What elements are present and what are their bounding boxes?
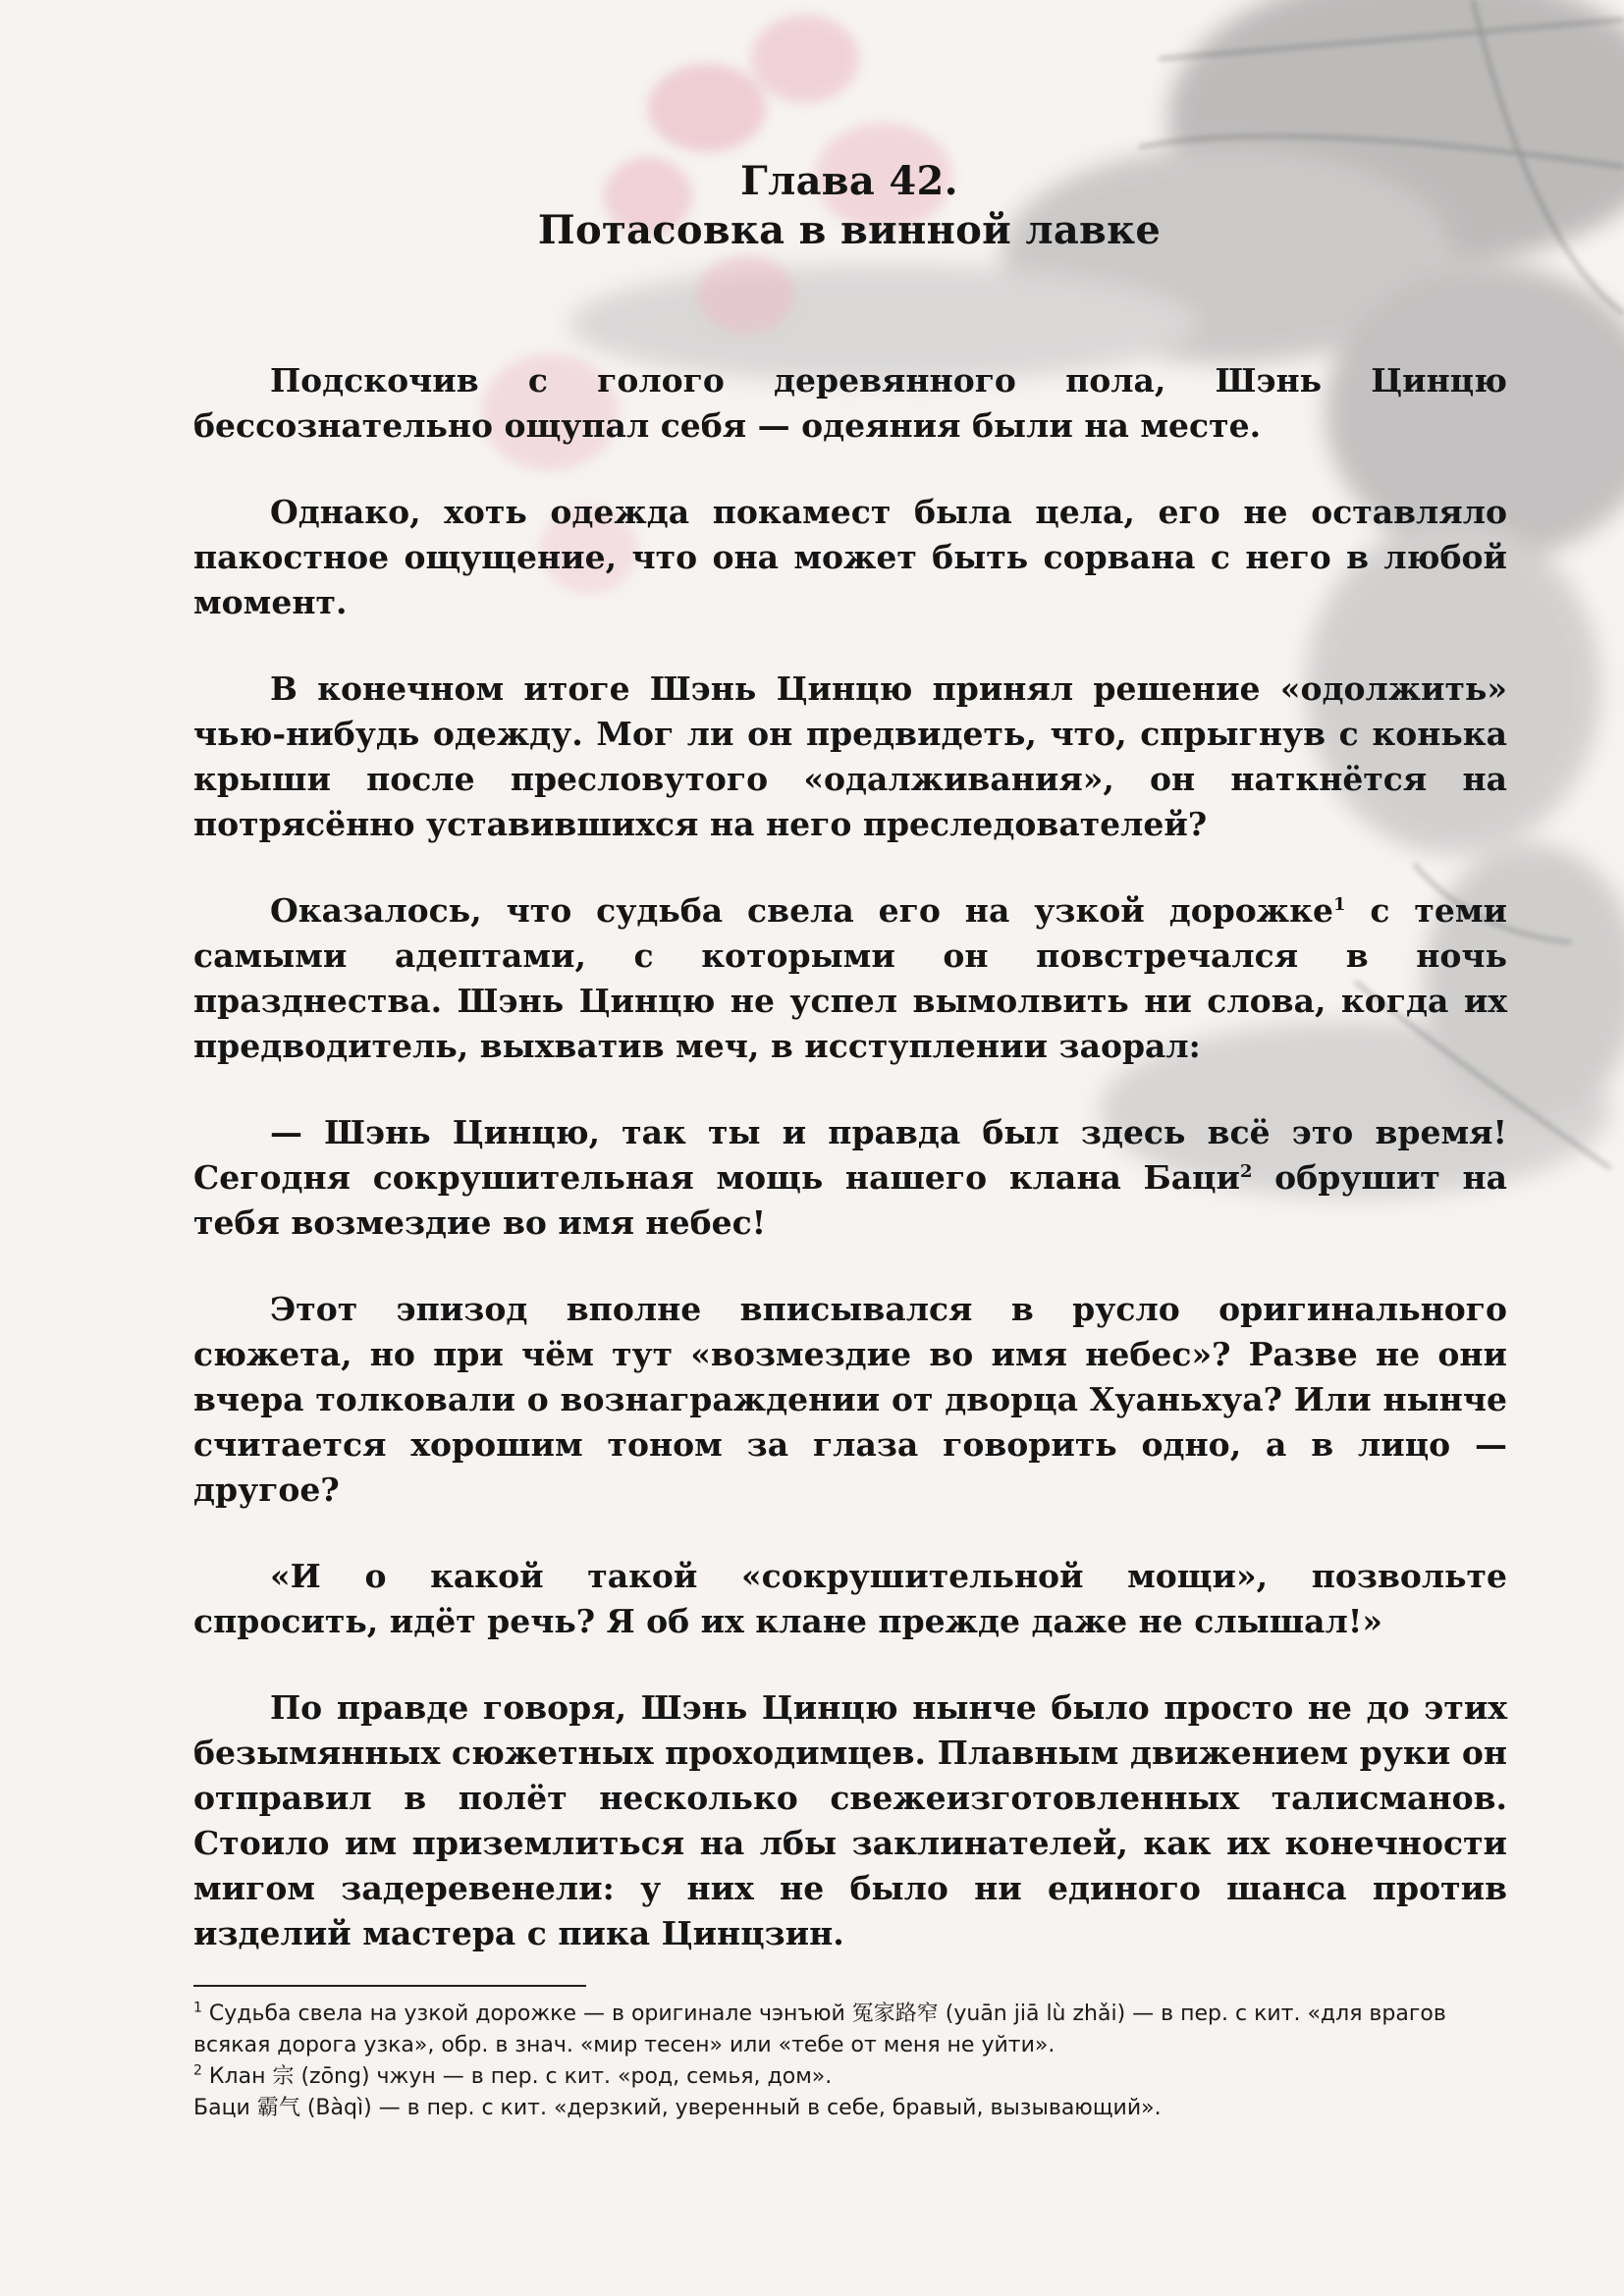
footnote-1-number: 1 <box>193 2000 202 2016</box>
paragraph-1: Подскочив с голого деревянного пола, Шэнь Цинцю бессознательно ощупал себя — одеяния были на месте. <box>193 361 1507 445</box>
paragraph-6: Этот эпизод вполне вписывался в русло оригинального сюжета, но при чём тут «возмездие во имя небес»? Разве не они вчера толковали о вознаграждении от дворца Хуаньхуа? Или нынче считается хорошим тоном за глаза говорить одно, а в лицо — другое? <box>193 1290 1507 1509</box>
paragraph-4 <box>193 888 1507 1069</box>
footnotes <box>193 1999 1509 2124</box>
paragraph-5-text-a: — Шэнь Цинцю, так ты и правда был здесь всё это время! Сегодня сокрушительная мощь нашего клана Баци <box>193 1113 1507 1197</box>
chapter-body <box>193 358 1507 1998</box>
paragraph-2: Однако, хоть одежда покамест была цела, его не оставляло пакостное ощущение, что она может быть сорвана с него в любой момент. <box>193 493 1507 621</box>
paragraph-3: В конечном итоге Шэнь Цинцю принял решение «одолжить» чью-нибудь одежду. Мог ли он предвидеть, что, спрыгнув с конька крыши после пресловутого «одалживания», он наткнётся на потрясённо уставившихся на него преследователей? <box>193 669 1507 843</box>
chapter-name: Потасовка в винной лавке <box>537 207 1162 253</box>
footnote-2-text: Клан 宗 (zōng) чжун — в пер. с кит. «род, семья, дом». <box>201 2064 833 2089</box>
paragraph-4-text-a: Оказалось, что судьба свела его на узкой дорожке <box>270 891 1333 930</box>
footnote-ref-1[interactable]: 1 <box>1332 894 1346 915</box>
paragraph-5 <box>193 1110 1507 1246</box>
footnote-1 <box>193 1999 1509 2061</box>
paragraph-4-text-b: с теми самыми адептами, с которыми он повстречался в ночь празднества. Шэнь Цинцю не успел вымолвить ни слова, когда их предводитель, выхватив меч, в исступлении заорал: <box>193 891 1507 1065</box>
footnote-2 <box>193 2061 1509 2093</box>
footnote-3: Баци 霸气 (Bàqì) — в пер. с кит. «дерзкий, уверенный в себе, бравый, вызывающий». <box>193 2096 1162 2120</box>
chapter-number: Глава 42. <box>740 158 958 204</box>
paragraph-8: По правде говоря, Шэнь Цинцю нынче было просто не до этих безымянных сюжетных проходимцев. Плавным движением руки он отправил в полёт несколько свежеизготовленных талисманов. Стоило им приземлиться на лбы заклинателей, как их конечности мигом задеревенели: у них не было ни единого шанса против изделий мастера с пика Цинцзин. <box>193 1688 1507 1952</box>
footnote-1-text: Судьба свела на узкой дорожке — в оригинале чэнъюй 冤家路窄 (yuān jiā lù zhǎi) — в пер. с кит. «для врагов всякая дорога узка», обр. в знач. «мир тесен» или «тебе от меня не уйти». <box>193 2002 1446 2057</box>
paragraph-7: «И о какой такой «сокрушительной мощи», позвольте спросить, идёт речь? Я об их клане прежде даже не слышал!» <box>193 1557 1507 1640</box>
chapter-title <box>0 157 1624 255</box>
footnote-2-number: 2 <box>193 2062 202 2079</box>
paragraph-5-text-b: обрушит на тебя возмездие во имя небес! <box>193 1158 1507 1242</box>
footnote-ref-2[interactable]: 2 <box>1239 1161 1253 1182</box>
footnote-divider <box>193 1985 586 1987</box>
